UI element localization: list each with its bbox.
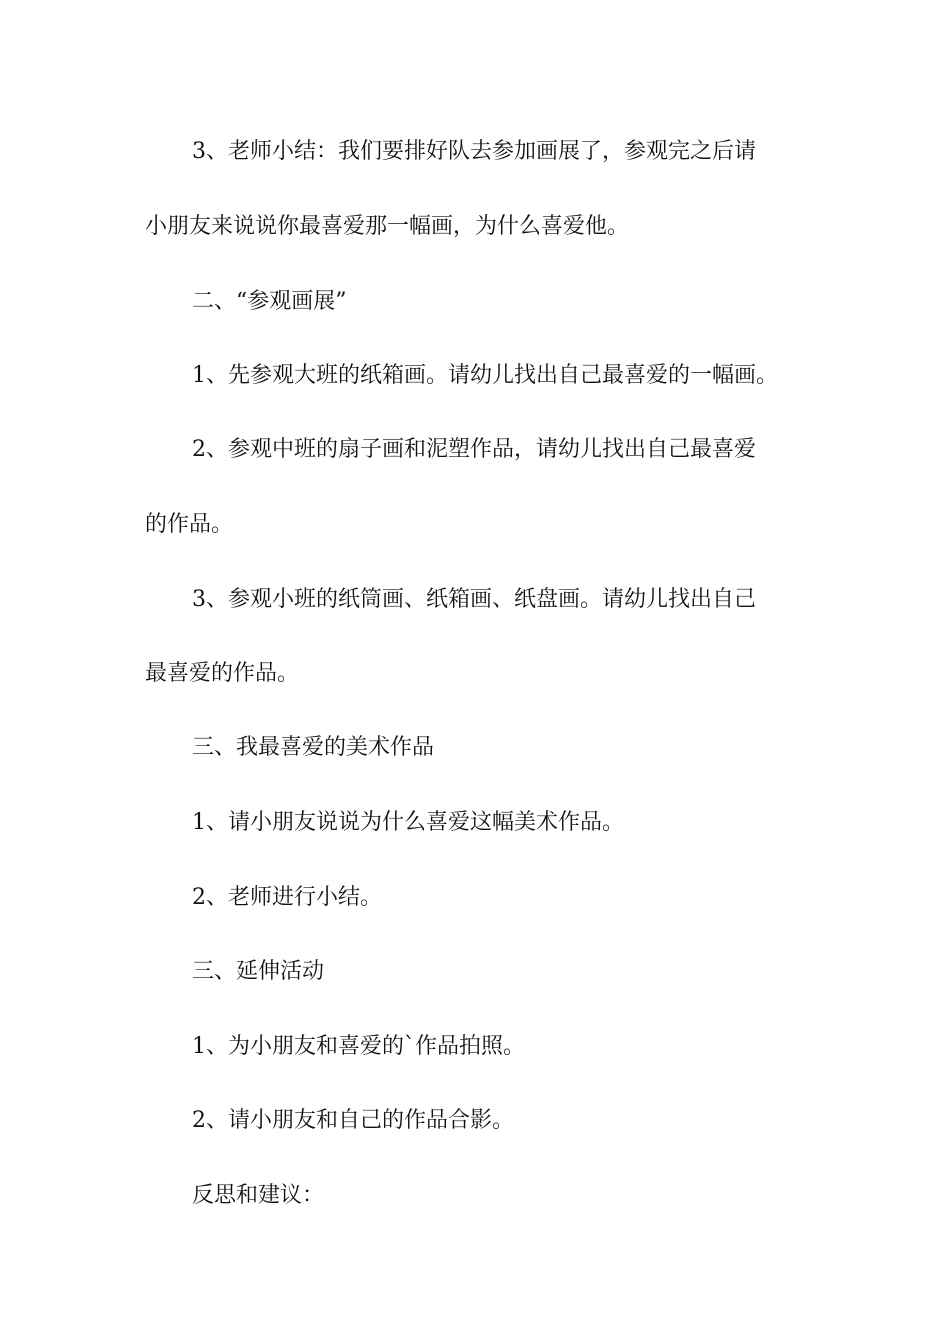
paragraph-line: 3、老师小结：我们要排好队去参加画展了，参观完之后请 — [192, 139, 756, 164]
section-heading: 三、延伸活动 — [192, 959, 325, 984]
paragraph-line: 2、请小朋友和自己的作品合影。 — [192, 1108, 514, 1133]
paragraph-line: 的作品。 — [145, 512, 234, 537]
paragraph-line: 3、参观小班的纸筒画、纸箱画、纸盘画。请幼儿找出自己 — [192, 587, 756, 612]
paragraph-line: 最喜爱的作品。 — [145, 661, 300, 686]
paragraph-line: 1、先参观大班的纸箱画。请幼儿找出自己最喜爱的一幅画。 — [192, 363, 778, 388]
paragraph-line: 1、请小朋友说说为什么喜爱这幅美术作品。 — [192, 810, 624, 835]
section-heading: 二、“参观画展” — [192, 289, 347, 314]
section-heading: 三、我最喜爱的美术作品 — [192, 735, 435, 760]
paragraph-line: 小朋友来说说你最喜爱那一幅画，为什么喜爱他。 — [145, 214, 630, 239]
paragraph-line: 2、老师进行小结。 — [192, 885, 382, 910]
paragraph-line: 1、为小朋友和喜爱的`作品拍照。 — [192, 1034, 525, 1059]
section-heading: 反思和建议： — [192, 1183, 325, 1208]
paragraph-line: 2、参观中班的扇子画和泥塑作品，请幼儿找出自己最喜爱 — [192, 437, 756, 462]
